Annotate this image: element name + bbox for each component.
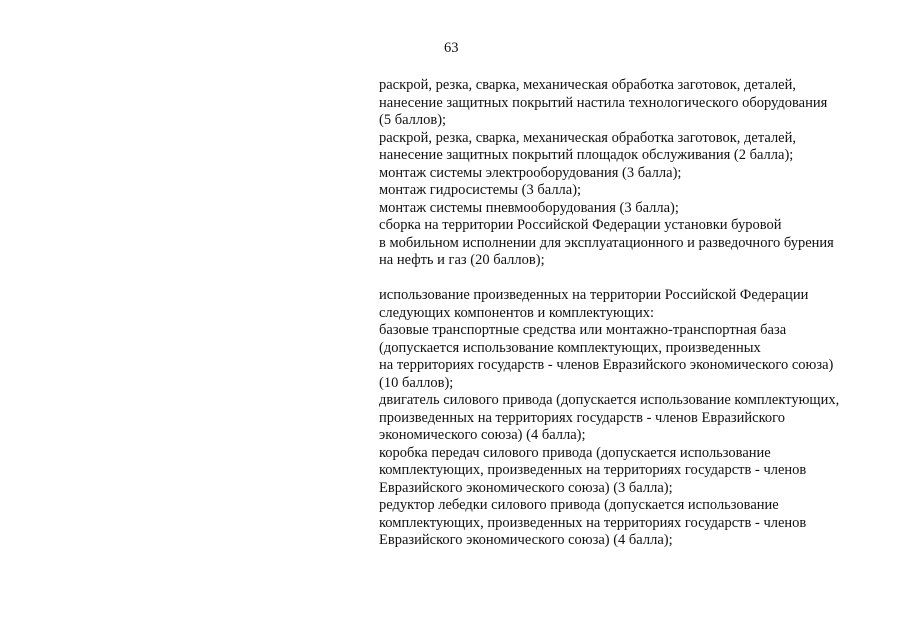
document-body [379, 77, 894, 550]
text-line: следующих компонентов и комплектующих: [379, 304, 655, 321]
text-line: на нефть и газ (20 баллов); [379, 252, 545, 268]
text-line: раскрой, резка, сварка, механическая обработка заготовок, деталей, [379, 77, 796, 93]
text-line: Евразийского экономического союза) (4 балла); [379, 532, 673, 548]
text-line: редуктор лебедки силового привода (допускается использование [379, 497, 779, 513]
text-line: монтаж гидросистемы (3 балла); [379, 182, 582, 198]
text-line: комплектующих, произведенных на территориях государств - членов [379, 462, 807, 478]
text-line: (10 баллов); [379, 374, 454, 391]
text-line: (5 баллов); [379, 112, 447, 128]
text-line: Евразийского экономического союза) (3 балла); [379, 479, 673, 496]
text-line: коробка передач силового привода (допускается использование [379, 444, 771, 461]
paragraph-components-usage [379, 287, 894, 550]
text-line: двигатель силового привода (допускается использование комплектующих, [379, 392, 840, 408]
text-line: монтаж системы электрооборудования (3 балла); [379, 164, 682, 181]
text-line: произведенных на территориях государств - членов Евразийского [379, 409, 785, 426]
text-line: на территориях государств - членов Евразийского экономического союза) [379, 357, 834, 373]
text-line: экономического союза) (4 балла); [379, 427, 586, 443]
page-number: 63 [444, 40, 459, 56]
text-line: нанесение защитных покрытий настила технологического оборудования [379, 94, 828, 111]
text-line: комплектующих, произведенных на территориях государств - членов [379, 514, 807, 531]
text-line: нанесение защитных покрытий площадок обслуживания (2 балла); [379, 147, 794, 163]
text-line: использование произведенных на территории Российской Федерации [379, 287, 809, 303]
paragraph-production-operations [379, 77, 894, 270]
text-line: базовые транспортные средства или монтажно-транспортная база [379, 322, 787, 338]
text-line: раскрой, резка, сварка, механическая обработка заготовок, деталей, [379, 129, 796, 146]
text-line: (допускается использование комплектующих, произведенных [379, 339, 761, 356]
text-line: сборка на территории Российской Федерации установки буровой [379, 217, 782, 233]
text-line: в мобильном исполнении для эксплуатационного и разведочного бурения [379, 234, 834, 251]
text-line: монтаж системы пневмооборудования (3 балла); [379, 199, 679, 216]
paragraph-gap [379, 270, 894, 288]
